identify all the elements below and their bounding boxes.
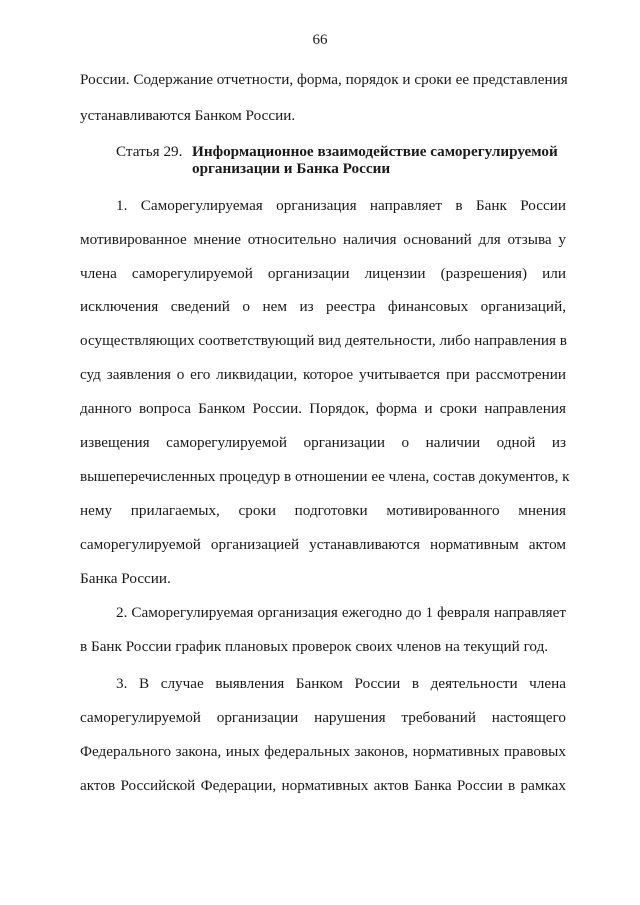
paragraph-3-line: саморегулируемой организации нарушения требований настоящего <box>80 709 566 726</box>
paragraph-1-line: члена саморегулируемой организации лицензии (разрешения) или <box>80 265 566 282</box>
page-number: 66 <box>312 32 328 48</box>
paragraph-1-line: саморегулируемой организацией устанавливаются нормативным актом <box>80 536 566 553</box>
paragraph-1-line: извещения саморегулируемой организации о наличии одной из <box>80 434 566 451</box>
article-label: Статья 29. <box>116 143 183 160</box>
paragraph-1-line: 1. Саморегулируемая организация направляет в Банк России <box>116 197 566 214</box>
article-title-line-2: организации и Банка России <box>192 160 391 177</box>
paragraph-1-line: суд заявления о его ликвидации, которое учитывается при рассмотрении <box>80 366 566 383</box>
paragraph-3-line: Федерального закона, иных федеральных законов, нормативных правовых <box>80 743 566 760</box>
paragraph-2-line: в Банк России график плановых проверок своих членов на текущий год. <box>80 638 549 655</box>
intro-line-2: устанавливаются Банком России. <box>80 107 296 124</box>
paragraph-1-line: исключения сведений о нем из реестра финансовых организаций, <box>80 298 566 315</box>
paragraph-1-line: данного вопроса Банком России. Порядок, форма и сроки направления <box>80 400 566 417</box>
paragraph-1-line: вышеперечисленных процедур в отношении ее члена, состав документов, к <box>80 468 570 485</box>
intro-line-1: России. Содержание отчетности, форма, порядок и сроки ее представления <box>80 71 568 88</box>
paragraph-1-line: мотивированное мнение относительно наличия оснований для отзыва у <box>80 231 566 248</box>
article-title-line-1: Информационное взаимодействие саморегулируемой <box>192 143 558 160</box>
paragraph-1-line: Банка России. <box>80 570 171 587</box>
paragraph-2-line: 2. Саморегулируемая организация ежегодно до 1 февраля направляет <box>116 604 566 621</box>
paragraph-1-line: осуществляющих соответствующий вид деятельности, либо направления в <box>80 332 567 349</box>
paragraph-3-line: 3. В случае выявления Банком России в деятельности члена <box>116 675 566 692</box>
paragraph-1-line: нему прилагаемых, сроки подготовки мотивированного мнения <box>80 502 566 519</box>
paragraph-3-line: актов Российской Федерации, нормативных актов Банка России в рамках <box>80 777 566 794</box>
